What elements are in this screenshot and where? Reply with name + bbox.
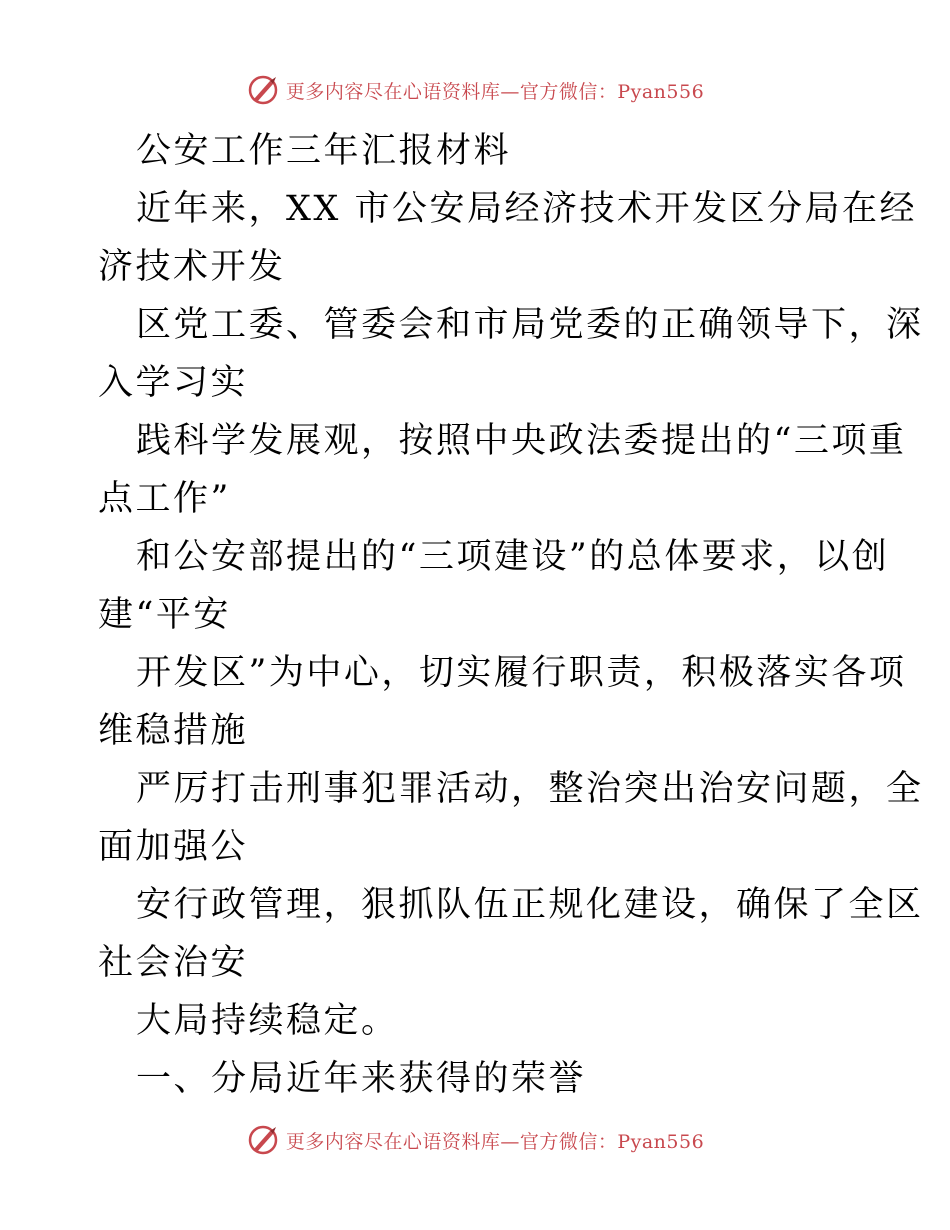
quill-logo-icon bbox=[246, 1123, 280, 1157]
document-body bbox=[98, 122, 924, 1108]
text-line: 点工作” bbox=[98, 479, 231, 519]
quill-logo-icon bbox=[246, 73, 280, 107]
text-line: 践科学发展观，按照中央政法委提出的“三项重 bbox=[136, 421, 907, 461]
text-line: 一、分局近年来获得的荣誉 bbox=[136, 1059, 587, 1099]
text-line: 济技术开发 bbox=[98, 247, 286, 287]
text-line: 面加强公 bbox=[98, 827, 249, 867]
text-line: 严厉打击刑事犯罪活动，整治突出治安问题，全 bbox=[136, 769, 924, 809]
text-line: 近年来，XX 市公安局经济技术开发区分局在经 bbox=[136, 189, 917, 229]
watermark-text: 更多内容尽在心语资料库—官方微信：Pyan556 bbox=[285, 1130, 705, 1153]
text-line: 入学习实 bbox=[98, 363, 249, 403]
text-line: 安行政管理，狠抓队伍正规化建设，确保了全区 bbox=[136, 885, 924, 925]
text-line: 公安工作三年汇报材料 bbox=[136, 131, 512, 171]
text-line: 社会治安 bbox=[98, 943, 249, 983]
watermark-text: 更多内容尽在心语资料库—官方微信：Pyan556 bbox=[285, 80, 705, 103]
text-line: 建“平安 bbox=[98, 595, 231, 635]
text-line: 区党工委、管委会和市局党委的正确领导下，深 bbox=[136, 305, 924, 345]
text-line: 大局持续稳定。 bbox=[136, 1001, 399, 1041]
footer-watermark bbox=[0, 1120, 950, 1160]
text-line: 和公安部提出的“三项建设”的总体要求，以创 bbox=[136, 537, 890, 577]
text-line: 维稳措施 bbox=[98, 711, 249, 751]
header-watermark bbox=[0, 70, 950, 110]
text-line: 开发区”为中心，切实履行职责，积极落实各项 bbox=[136, 653, 907, 693]
